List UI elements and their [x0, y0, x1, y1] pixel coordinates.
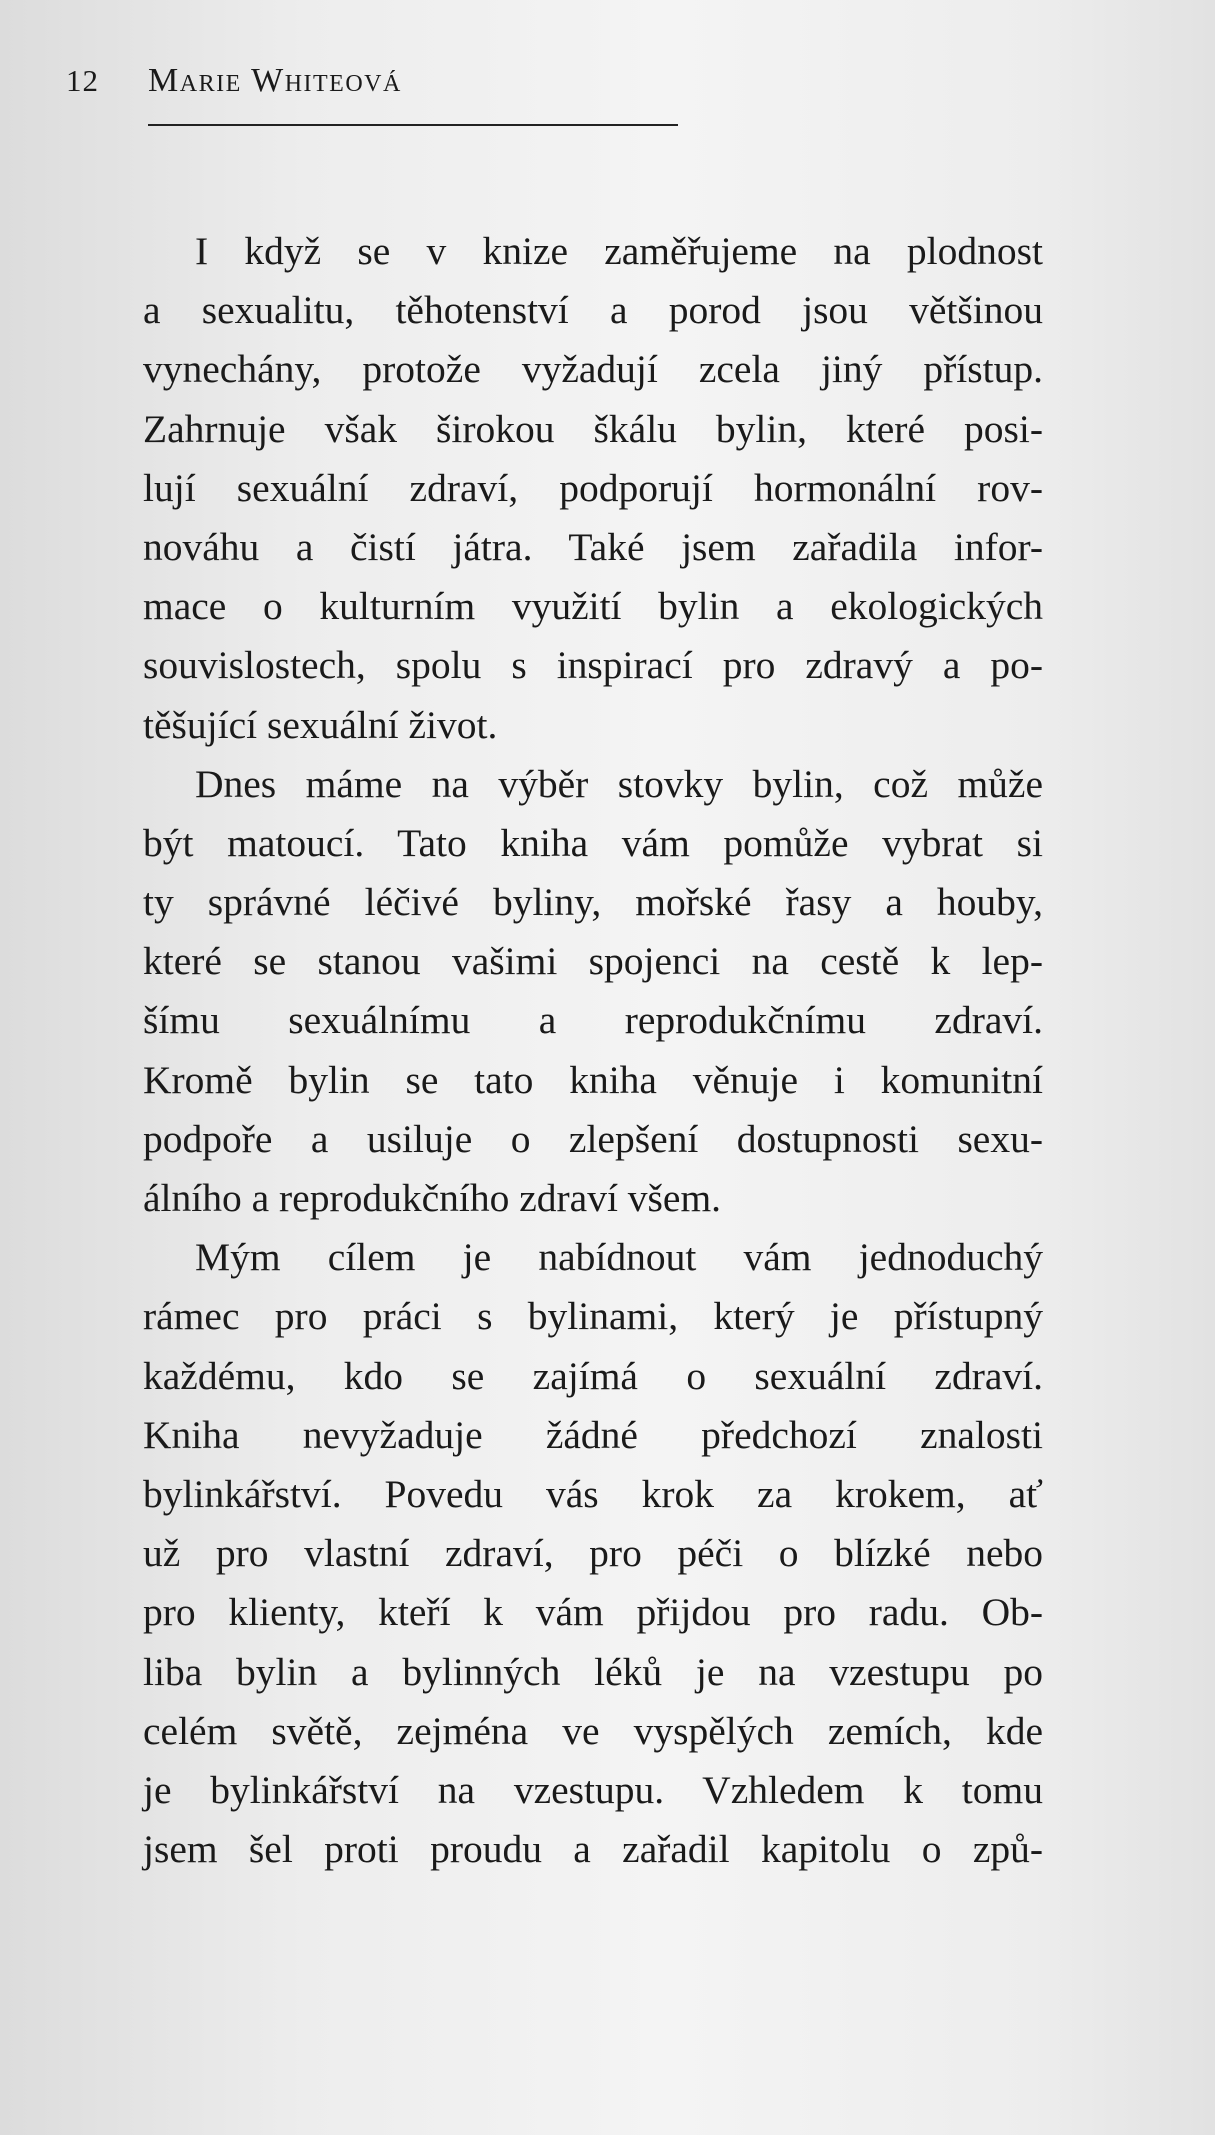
text-line: jsem šel proti proudu a zařadil kapitolu o způ- [143, 1827, 1043, 1872]
text-line: Dnes máme na výběr stovky bylin, což může [195, 761, 1043, 806]
text-line: rámec pro práci s bylinami, který je přístupný [143, 1294, 1043, 1339]
text-line: šímu sexuálnímu a reprodukčnímu zdraví. [143, 998, 1043, 1043]
text-line: a sexualitu, těhotenství a porod jsou většinou [143, 288, 1043, 333]
text-line: bylinkářství. Povedu vás krok za krokem, ať [143, 1471, 1043, 1516]
text-line: ty správné léčivé byliny, mořské řasy a houby, [143, 880, 1043, 925]
text-line: liba bylin a bylinných léků je na vzestupu po [143, 1649, 1043, 1694]
text-line: které se stanou vašimi spojenci na cestě k lep- [143, 939, 1043, 984]
running-head [66, 62, 402, 100]
text-line: Mým cílem je nabídnout vám jednoduchý [195, 1235, 1043, 1280]
text-line: podpoře a usiluje o zlepšení dostupnosti sexu- [143, 1116, 1043, 1161]
text-line: Kniha nevyžaduje žádné předchozí znalosti [143, 1412, 1043, 1457]
running-head-author: Marie Whiteová [148, 62, 402, 99]
page-number: 12 [66, 63, 99, 98]
text-line: Zahrnuje však širokou škálu bylin, které posi- [143, 406, 1043, 451]
paragraph [143, 755, 1043, 1229]
text-line: souvislostech, spolu s inspirací pro zdravý a po- [143, 643, 1043, 688]
text-line: Kromě bylin se tato kniha věnuje i komunitní [143, 1057, 1043, 1102]
text-line: těšující sexuální život. [143, 702, 498, 747]
text-line: vynechány, protože vyžadují zcela jiný přístup. [143, 347, 1043, 392]
text-line: mace o kulturním využití bylin a ekologických [143, 584, 1043, 629]
text-line: nováhu a čistí játra. Také jsem zařadila infor- [143, 524, 1043, 569]
text-line: je bylinkářství na vzestupu. Vzhledem k tomu [143, 1767, 1043, 1812]
header-rule [148, 124, 678, 126]
paragraph [143, 222, 1043, 755]
text-line: álního a reprodukčního zdraví všem. [143, 1176, 722, 1220]
text-line: každému, kdo se zajímá o sexuální zdraví. [143, 1353, 1043, 1398]
text-line: I když se v knize zaměřujeme na plodnost [195, 229, 1043, 273]
body-text [143, 222, 1043, 1879]
text-line: pro klienty, kteří k vám přijdou pro radu. Ob- [143, 1590, 1043, 1635]
text-line: celém světě, zejména ve vyspělých zemích, kde [143, 1708, 1043, 1753]
text-line: už pro vlastní zdraví, pro péči o blízké nebo [143, 1531, 1043, 1576]
text-line: být matoucí. Tato kniha vám pomůže vybrat si [143, 820, 1043, 865]
text-line: lují sexuální zdraví, podporují hormonální rov- [143, 465, 1043, 510]
paragraph [143, 1228, 1043, 1879]
